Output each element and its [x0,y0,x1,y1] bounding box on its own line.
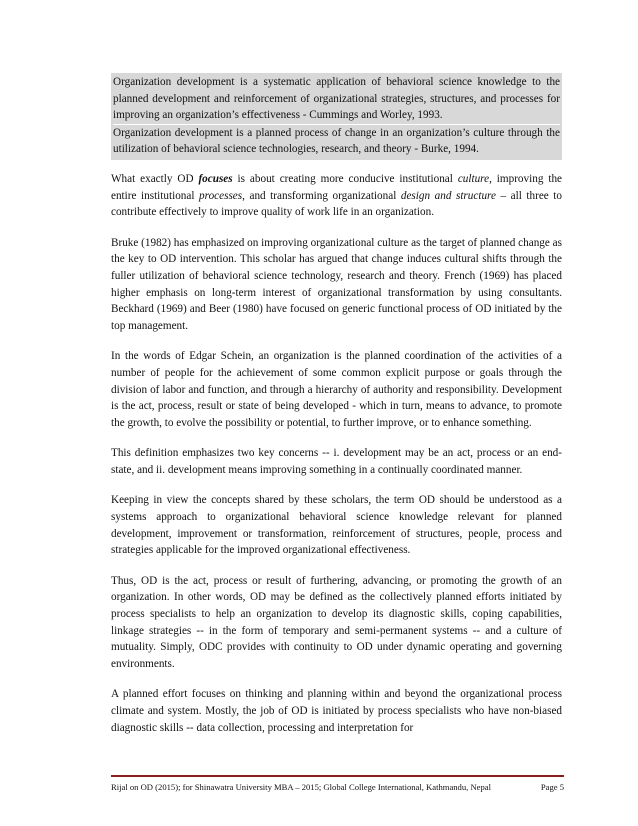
para1-text-5: – all three to contribute effectively to improve quality of work life in an organization. [111,189,562,219]
page-body [111,73,562,750]
footer-citation: Rijal on OD (2015); for Shinawatra University MBA – 2015; Global College International, Kathmandu, Nepal [111,782,491,792]
paragraph-key-concerns: This definition emphasizes two key concerns -- i. development may be an act, process or an end-state, and ii. development means improving something in a continually coordinated manner. [111,447,562,476]
para1-text-1: What exactly OD [111,172,199,185]
para1-emphasis-processes: processes [199,189,243,202]
para1-text-4: , and transforming organizational [242,189,401,202]
page-number: Page 5 [540,782,564,792]
definitions-box [111,73,562,160]
para1-emphasis-culture: culture [457,172,490,185]
para1-text-3: , improving the entire institutional [111,172,563,202]
paragraph-bruke: Bruke (1982) has emphasized on improving organizational culture as the target of planned change as the key to OD intervention. This scholar has argued that change induces cultural shifts through the fuller utilization of behavioral science technology, research and theory. French (1969) has placed higher emphasis on long-term interest of organizational transformation by using consultants. Beckhard (1969) and Beer (1980) have focused on generic functional process of OD initiated by the top management. [111,236,562,332]
page-footer [111,775,564,793]
para1-emphasis-focuses: focuses [198,172,233,185]
definition-burke: Organization development is a planned process of change in an organization’s culture through the utilization of behavioral science technologies, research, and theory - Burke, 1994. [113,124,560,158]
paragraph-planned-effort: A planned effort focuses on thinking and planning within and beyond the organizational process climate and system. Mostly, the job of OD is initiated by process specialists who have non-biased diagnostic skills -- data collection, processing and interpretation for [111,688,562,734]
para1-text-2: is about creating more conducive institutional [232,172,458,185]
definition-cummings-worley: Organization development is a systematic application of behavioral science knowledge to the planned development and reinforcement of organizational strategies, structures, and processes for improving an organization’s effectiveness - Cummings and Worley, 1993. [113,76,560,122]
paragraph-od-act: Thus, OD is the act, process or result of furthering, advancing, or promoting the growth of an organization. In other words, OD may be defined as the collectively planned efforts initiated by process specialists to help an organization to develop its diagnostic skills, coping capabilities, linkage strategies -- in the form of temporary and semi-permanent systems -- and a culture of mutuality. Simply, ODC provides with continuity to OD under dynamic operating and governing environments. [111,574,562,670]
paragraph-schein: In the words of Edgar Schein, an organization is the planned coordination of the activities of a number of people for the achievement of some common explicit purpose or goals through the division of labor and function, and through a hierarchy of authority and responsibility. Development is the act, process, result or state of being developed - which in turn, means to advance, to promote the growth, to evolve the possibility or potential, to further improve, or to enhance something. [111,350,562,429]
paragraph-od-focuses [111,171,562,221]
paragraph-systems-approach: Keeping in view the concepts shared by these scholars, the term OD should be understood as a systems approach to organizational behavioral science knowledge relevant for planned development, improvement or transformation, reinforcement of structures, people, process and strategies applicable for the improved organizational effectiveness. [111,494,562,557]
para1-emphasis-design-structure: design and structure [400,189,496,202]
